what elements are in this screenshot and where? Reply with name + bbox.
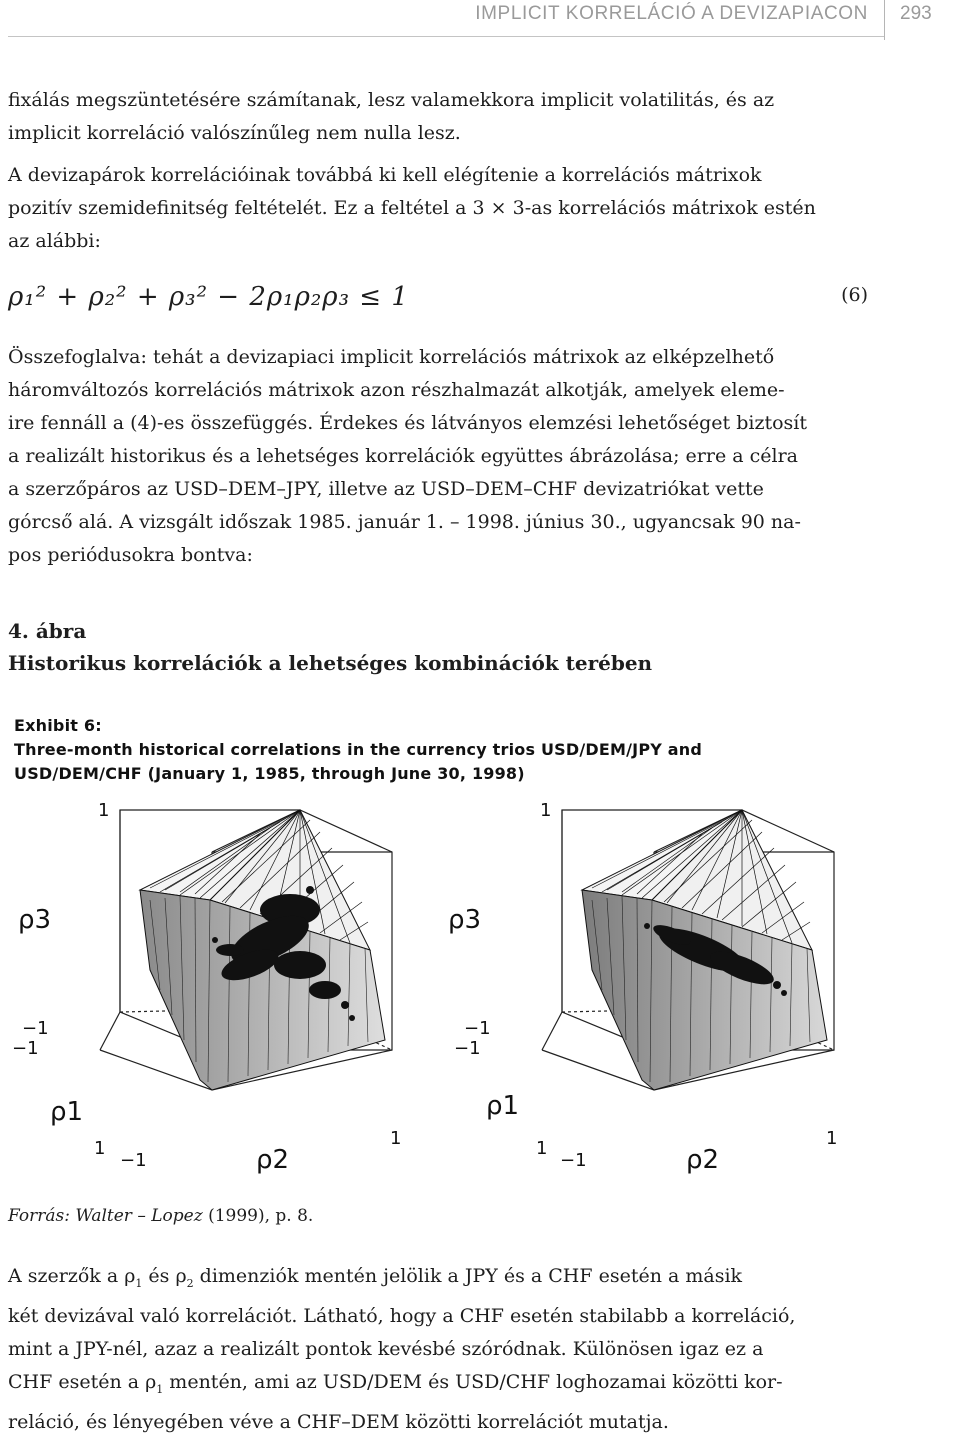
text-segment: dimenziók mentén jelölik a JPY és a CHF esetén a másik — [193, 1265, 743, 1287]
text-segment: mentén, ami az USD/DEM és USD/CHF loghozamai közötti kor- — [163, 1370, 783, 1393]
header-rule — [8, 36, 884, 37]
paragraph-1 — [8, 84, 868, 150]
z-axis-label: ρ3 — [18, 905, 52, 935]
equation-number: (6) — [841, 284, 868, 306]
z-top-label: 1 — [540, 800, 552, 821]
text-line: Összefoglalva: tehát a devizapiaci implicit korrelációs mátrixok az elképzelhető — [8, 346, 775, 368]
text-line: ire fennáll a (4)-es összefüggés. Érdekes és látványos elemzési lehetőséget biztosít — [8, 412, 807, 434]
y-far-label: −1 — [560, 1150, 587, 1171]
exhibit-line: Exhibit 6: — [14, 716, 102, 735]
paragraph-3 — [8, 341, 868, 572]
plot-left — [12, 800, 401, 1175]
z-min-label-1: −1 — [22, 1018, 49, 1039]
text-line: pos periódusokra bontva: — [8, 544, 253, 566]
text-line: fixálás megszüntetésére számítanak, lesz valamekkora implicit volatilitás, és az — [8, 89, 775, 111]
text-line: pozitív szemidefinitség feltételét. Ez a feltétel a 3 × 3-as korrelációs mátrixok estén — [8, 197, 816, 219]
z-min-label-1: −1 — [464, 1018, 491, 1039]
text-line: A devizapárok korrelációinak továbbá ki kell elégítenie a korrelációs mátrixok — [8, 164, 762, 186]
y-axis-label: ρ2 — [256, 1145, 290, 1175]
z-axis-label: ρ3 — [448, 905, 482, 935]
text-line — [8, 1366, 868, 1406]
exhibit-line: USD/DEM/CHF (January 1, 1985, through June 30, 1998) — [14, 764, 525, 783]
equation-6 — [8, 278, 868, 324]
page-number: 293 — [900, 3, 932, 24]
text-segment: és ρ — [142, 1265, 187, 1287]
z-min-label-2: −1 — [454, 1038, 481, 1059]
x-near-label: 1 — [536, 1138, 548, 1159]
x-near-label: 1 — [94, 1138, 106, 1159]
equation-expression: ρ₁² + ρ₂² + ρ₃² − 2ρ₁ρ₂ρ₃ ≤ 1 — [8, 282, 409, 312]
text-line: az alábbi: — [8, 230, 101, 252]
paragraph-4 — [8, 1260, 868, 1439]
plot-right — [448, 800, 837, 1175]
x-axis-label: ρ1 — [486, 1091, 520, 1121]
text-line: górcső alá. A vizsgált időszak 1985. január 1. – 1998. június 30., ugyancsak 90 na- — [8, 511, 801, 533]
figure-number: 4. ábra — [8, 619, 87, 643]
exhibit-line: Three-month historical correlations in the currency trios USD/DEM/JPY and — [14, 740, 703, 759]
exhibit-caption — [14, 714, 734, 786]
running-title: IMPLICIT KORRELÁCIÓ A DEVIZAPIACON — [475, 3, 868, 24]
source-details: (1999), p. 8. — [202, 1206, 314, 1226]
subscript: 1 — [135, 1276, 143, 1290]
correlation-plots — [0, 790, 960, 1190]
paragraph-2 — [8, 159, 868, 258]
z-min-label-2: −1 — [12, 1038, 39, 1059]
text-line — [8, 1260, 868, 1300]
text-line: a szerzőpáros az USD–DEM–JPY, illetve az USD–DEM–CHF devizatriókat vette — [8, 478, 764, 500]
text-line: reláció, és lényegében véve a CHF–DEM közötti korrelációt mutatja. — [8, 1410, 669, 1433]
text-line: két devizával való korrelációt. Látható, hogy a CHF esetén stabilabb a korreláció, — [8, 1304, 796, 1327]
text-line: mint a JPY-nél, azaz a realizált pontok kevésbé szóródnak. Különösen igaz ez a — [8, 1337, 764, 1360]
y-near-label: 1 — [390, 1128, 402, 1149]
z-top-label: 1 — [98, 800, 110, 821]
text-segment: A szerzők a ρ — [8, 1265, 136, 1287]
header-separator — [884, 0, 885, 40]
running-header — [0, 0, 960, 44]
text-segment: CHF esetén a ρ — [8, 1370, 157, 1393]
y-axis-label: ρ2 — [686, 1145, 720, 1175]
source-authors: Forrás: Walter – Lopez — [8, 1206, 203, 1226]
subscript: 2 — [186, 1276, 194, 1290]
y-far-label: −1 — [120, 1150, 147, 1171]
subscript: 1 — [156, 1382, 164, 1396]
x-axis-label: ρ1 — [50, 1097, 84, 1127]
y-near-label: 1 — [826, 1128, 838, 1149]
text-line: a realizált historikus és a lehetséges korrelációk együttes ábrázolása; erre a célra — [8, 445, 798, 467]
figure-title: Historikus korrelációk a lehetséges kombinációk terében — [8, 651, 653, 675]
text-line: implicit korreláció valószínűleg nem nulla lesz. — [8, 122, 461, 144]
text-line: háromváltozós korrelációs mátrixok azon részhalmazát alkotják, amelyek eleme- — [8, 379, 785, 401]
figure-source — [8, 1206, 313, 1226]
